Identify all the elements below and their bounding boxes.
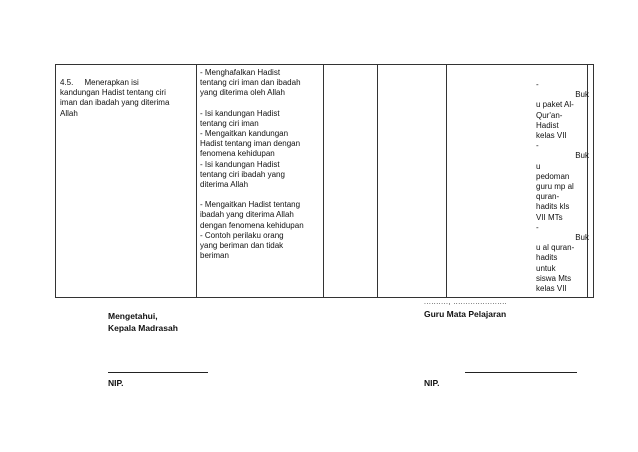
sources-cell (534, 65, 589, 294)
indicator-line: - Menghafalkan Hadist (200, 68, 281, 77)
source-text: Buk (575, 90, 589, 100)
list-dash: - (536, 80, 539, 89)
teacher-title-label: Guru Mata Pelajaran (424, 309, 507, 319)
kd-line: kandungan Hadist tentang ciri (60, 88, 166, 98)
kd-text: Menerapkan isi (84, 78, 139, 87)
left-signature-block (108, 310, 178, 334)
indicator-line: tentang ciri iman dan ibadah (200, 78, 301, 88)
kd-line: Allah (60, 108, 78, 118)
indicator-line: beriman (200, 251, 229, 261)
source-text: u (536, 161, 541, 171)
indicator-line: yang beriman dan tidak (200, 241, 284, 251)
indicators-cell (197, 65, 324, 297)
source-text: untuk (536, 263, 556, 273)
source-text: Qur'an- (536, 110, 563, 120)
list-dash: - (536, 141, 539, 151)
indicator-line: tentang ciri iman (200, 118, 259, 128)
place-date-dots: .........., ...................... (424, 299, 508, 306)
signature-line (465, 372, 577, 373)
indicator-line: - Mengaitkan Hadist tentang (200, 200, 301, 210)
source-text: u al quran- (536, 243, 575, 253)
indicator-line: fenomena kehidupan (200, 149, 275, 159)
source-text: VII MTs (536, 212, 563, 222)
source-text: quran- (536, 192, 560, 202)
source-text: kelas VII (536, 284, 567, 294)
source-text: Buk (575, 233, 589, 243)
source-text: guru mp al (536, 182, 574, 192)
indicator-line: ibadah yang diterima Allah (200, 210, 294, 220)
kd-number: 4.5. (60, 78, 74, 87)
source-text: pedoman (536, 171, 570, 181)
indicator-line: - Isi kandungan Hadist (200, 159, 280, 169)
empty-cell (378, 65, 447, 297)
indicator-line: - Contoh perilaku orang (200, 230, 284, 240)
source-text: Buk (575, 151, 589, 161)
indicator-line: yang diterima oleh Allah (200, 88, 285, 98)
syllabus-table (55, 64, 594, 298)
kd-line: iman dan ibadah yang diterima (60, 98, 170, 108)
source-text: u paket Al- (536, 100, 574, 110)
source-text: Hadist (536, 120, 559, 130)
source-text: siswa Mts (536, 273, 572, 283)
source-text: hadits kls (536, 202, 570, 212)
indicator-line: diterima Allah (200, 180, 249, 190)
signature-line (108, 372, 208, 373)
source-text: kelas VII (536, 131, 567, 141)
left-nip-label: NIP. (108, 378, 124, 388)
indicator-line: - Isi kandungan Hadist (200, 108, 280, 118)
indicator-line: Hadist tentang iman dengan (200, 139, 301, 149)
source-text: hadits (536, 253, 558, 263)
list-dash: - (536, 222, 539, 232)
empty-cell (324, 65, 378, 297)
acknowledged-label: Mengetahui, (108, 311, 158, 321)
indicator-line: dengan fenomena kehidupan (200, 220, 304, 230)
headmaster-label: Kepala Madrasah (108, 323, 178, 333)
competency-cell (56, 65, 197, 297)
right-nip-label: NIP. (424, 378, 440, 388)
indicator-line: - Mengaitkan kandungan (200, 129, 289, 139)
indicator-line: tentang ciri ibadah yang (200, 169, 285, 179)
